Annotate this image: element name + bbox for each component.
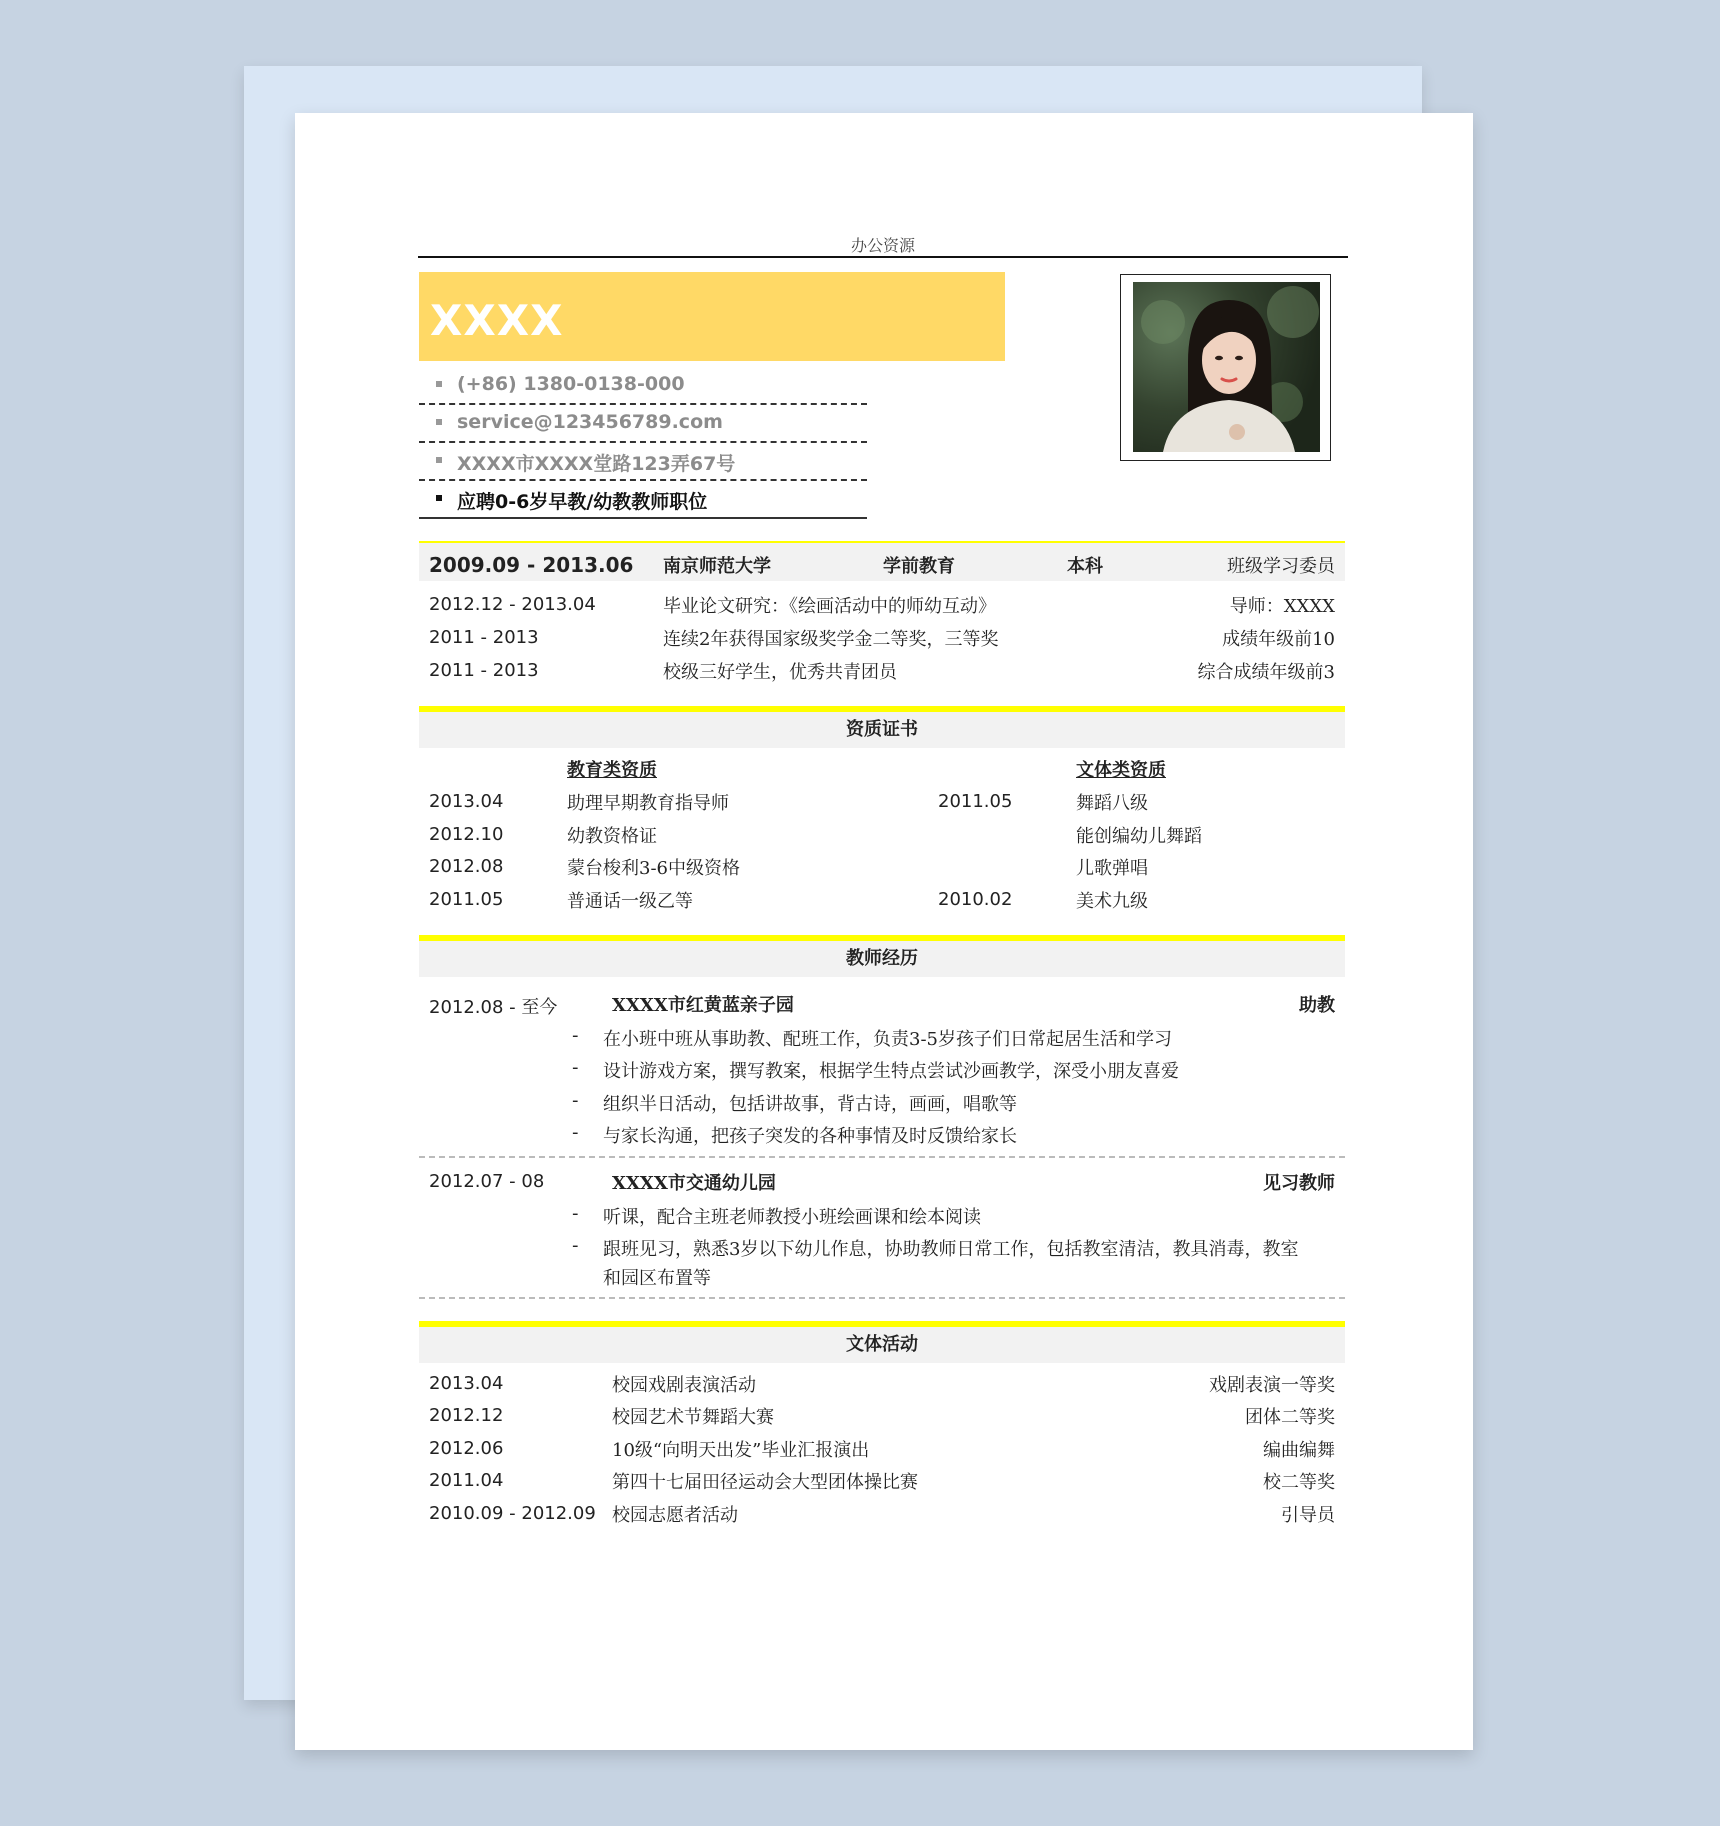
cert-left-title: 教育类资质 <box>567 760 657 781</box>
activity-date: 2010.09 - 2012.09 <box>429 1503 596 1524</box>
cert-name: 舞蹈八级 <box>1076 793 1148 814</box>
resume-page <box>295 113 1473 1750</box>
job-role: 助教 <box>1299 995 1335 1016</box>
cert-name: 儿歌弹唱 <box>1076 858 1148 879</box>
job-org: XXXX市交通幼儿园 <box>612 1173 776 1194</box>
list-dash: - <box>572 1090 579 1111</box>
job-org: XXXX市红黄蓝亲子园 <box>612 995 794 1016</box>
header-label: 办公资源 <box>850 236 915 255</box>
edu-major: 学前教育 <box>883 556 955 577</box>
header-rule <box>418 256 1348 258</box>
candidate-name: XXXX <box>430 296 564 345</box>
bullet-icon <box>436 495 442 501</box>
job-bullet: 组织半日活动，包括讲故事，背古诗，画画，唱歌等 <box>603 1094 1017 1115</box>
list-dash: - <box>572 1057 579 1078</box>
job-bullet: 跟班见习，熟悉3岁以下幼儿作息，协助教师日常工作，包括教室清洁，教具消毒，教室 <box>603 1239 1299 1260</box>
experience-title: 教师经历 <box>419 941 1345 977</box>
list-dash: - <box>572 1235 579 1256</box>
contact-email <box>419 405 867 443</box>
email-text: service@123456789.com <box>457 411 723 433</box>
cert-date: 2011.05 <box>429 889 504 910</box>
cert-date: 2012.08 <box>429 856 504 877</box>
edu-item-date: 2011 - 2013 <box>429 660 539 681</box>
edu-item-desc: 连续2年获得国家级奖学金二等奖，三等奖 <box>663 629 999 650</box>
certificates-title: 资质证书 <box>419 712 1345 748</box>
job-bullet: 在小班中班从事助教、配班工作，负责3-5岁孩子们日常起居生活和学习 <box>603 1029 1172 1050</box>
objective-text: 应聘0-6岁早教/幼教教师职位 <box>457 491 708 513</box>
edu-period: 2009.09 - 2013.06 <box>429 553 634 577</box>
job-date: 2012.07 - 08 <box>429 1171 545 1192</box>
list-dash: - <box>572 1203 579 1224</box>
activities-title: 文体活动 <box>419 1327 1345 1363</box>
cert-date: 2013.04 <box>429 791 504 812</box>
list-dash: - <box>572 1122 579 1143</box>
edu-school: 南京师范大学 <box>663 556 771 577</box>
cert-date: 2012.10 <box>429 824 504 845</box>
list-dash: - <box>572 1025 579 1046</box>
cert-name: 能创编幼儿舞蹈 <box>1076 826 1202 847</box>
activity-date: 2013.04 <box>429 1373 504 1394</box>
edu-degree: 本科 <box>1067 556 1103 577</box>
cert-name: 蒙台梭利3-6中级资格 <box>567 858 740 879</box>
activity-award: 校二等奖 <box>1263 1472 1335 1493</box>
activity-name: 校园志愿者活动 <box>612 1505 738 1526</box>
edu-item-desc: 毕业论文研究：《绘画活动中的师幼互动》 <box>663 596 996 617</box>
contact-phone <box>419 367 867 405</box>
activity-name: 10级“向明天出发”毕业汇报演出 <box>612 1440 870 1461</box>
address-text: XXXX市XXXX堂路123弄67号 <box>457 453 736 475</box>
profile-photo <box>1133 282 1320 452</box>
edu-item-desc: 校级三好学生，优秀共青团员 <box>663 662 897 683</box>
phone-text: (+86) 1380-0138-000 <box>457 373 685 395</box>
bullet-icon <box>436 419 442 425</box>
edu-role: 班级学习委员 <box>1227 556 1335 577</box>
edu-item-date: 2012.12 - 2013.04 <box>429 594 596 615</box>
activity-date: 2012.06 <box>429 1438 504 1459</box>
activity-date: 2012.12 <box>429 1405 504 1426</box>
contact-objective <box>419 481 867 519</box>
edu-item-date: 2011 - 2013 <box>429 627 539 648</box>
photo-frame <box>1120 274 1331 461</box>
cert-right-title: 文体类资质 <box>1076 760 1166 781</box>
job-bullet: 听课，配合主班老师教授小班绘画课和绘本阅读 <box>603 1207 981 1228</box>
activity-date: 2011.04 <box>429 1470 504 1491</box>
job-bullet: 设计游戏方案，撰写教案，根据学生特点尝试沙画教学，深受小朋友喜爱 <box>603 1061 1179 1082</box>
activity-name: 第四十七届田径运动会大型团体操比赛 <box>612 1472 918 1493</box>
activity-award: 戏剧表演一等奖 <box>1209 1375 1335 1396</box>
bullet-icon <box>436 457 442 463</box>
contact-block <box>419 367 867 519</box>
activity-name: 校园艺术节舞蹈大赛 <box>612 1407 774 1428</box>
cert-name: 助理早期教育指导师 <box>567 793 729 814</box>
job-role: 见习教师 <box>1263 1173 1335 1194</box>
cert-date: 2010.02 <box>938 889 1013 910</box>
cert-name: 幼教资格证 <box>567 826 657 847</box>
job-separator <box>419 1297 1345 1299</box>
name-banner <box>419 272 1005 361</box>
edu-item-note: 成绩年级前10 <box>1222 629 1335 650</box>
bullet-icon <box>436 381 442 387</box>
edu-item-note: 导师：XXXX <box>1229 596 1335 617</box>
activity-award: 引导员 <box>1281 1505 1335 1526</box>
cert-date: 2011.05 <box>938 791 1013 812</box>
edu-item-note: 综合成绩年级前3 <box>1197 662 1335 683</box>
education-header <box>419 543 1345 581</box>
activity-name: 校园戏剧表演活动 <box>612 1375 756 1396</box>
cert-name: 普通话一级乙等 <box>567 891 693 912</box>
activity-award: 团体二等奖 <box>1245 1407 1335 1428</box>
contact-address <box>419 443 867 481</box>
job-separator <box>419 1156 1345 1158</box>
cert-name: 美术九级 <box>1076 891 1148 912</box>
job-bullet: 和园区布置等 <box>603 1268 711 1289</box>
portrait-illustration <box>1133 282 1320 452</box>
job-date: 2012.08 - 至今 <box>429 997 558 1018</box>
job-bullet: 与家长沟通，把孩子突发的各种事情及时反馈给家长 <box>603 1126 1017 1147</box>
activity-award: 编曲编舞 <box>1263 1440 1335 1461</box>
